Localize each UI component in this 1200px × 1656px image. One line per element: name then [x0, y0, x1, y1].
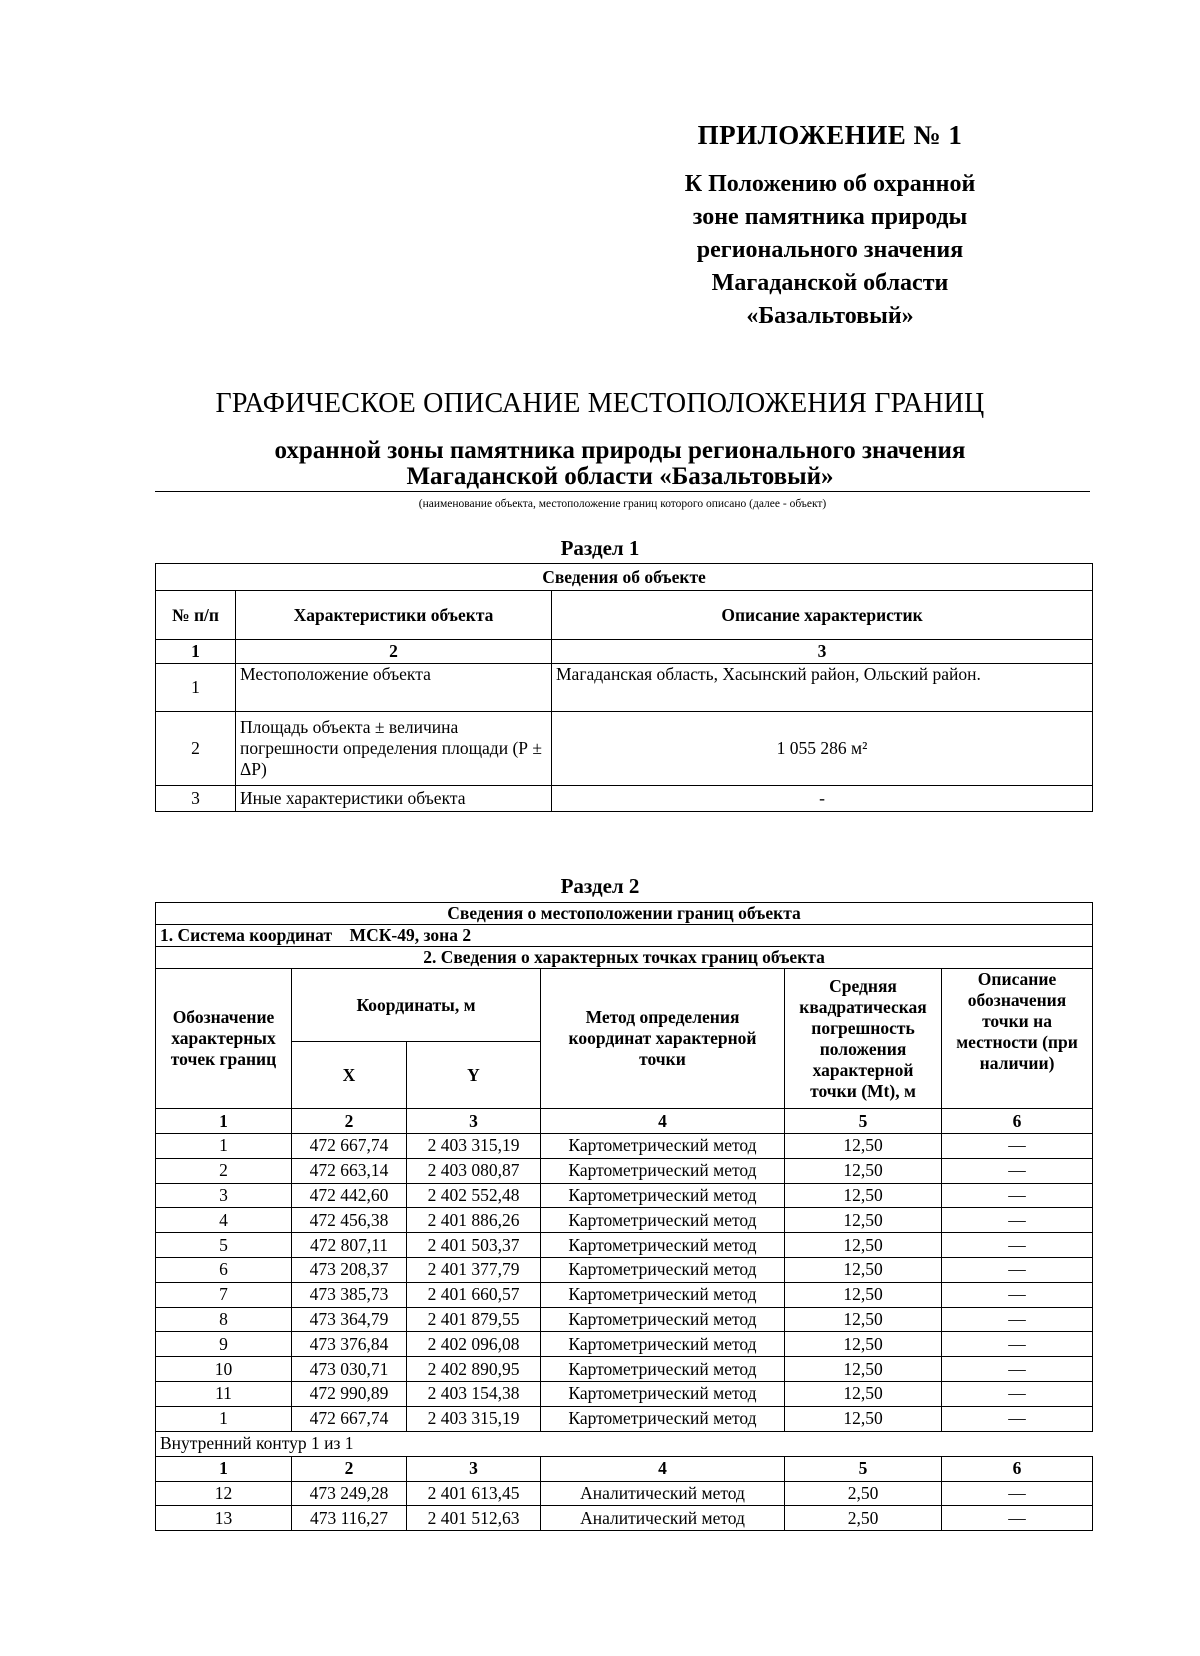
point-description: —: [942, 1406, 1093, 1431]
mt-error: 12,50: [785, 1134, 942, 1159]
coord-y: 2 401 377,79: [407, 1257, 541, 1282]
table-row: [156, 1158, 1093, 1183]
coord-x: 473 249,28: [292, 1481, 407, 1506]
coord-y: 2 401 886,26: [407, 1208, 541, 1233]
section1-heading: Раздел 1: [560, 536, 640, 560]
coord-x: 473 208,37: [292, 1257, 407, 1282]
point-description: —: [942, 1381, 1093, 1406]
coord-x: 473 376,84: [292, 1332, 407, 1357]
method: Картометрический метод: [541, 1332, 785, 1357]
appendix-line: регионального значения: [696, 237, 964, 263]
table-row: [156, 1332, 1093, 1357]
header-coords: Координаты, м: [292, 969, 541, 1042]
coord-x: 472 990,89: [292, 1381, 407, 1406]
boundary-points-table: [155, 902, 1093, 1531]
col-number: 2: [236, 640, 552, 664]
table-row: [156, 1282, 1093, 1307]
coord-x: 472 456,38: [292, 1208, 407, 1233]
point-description: —: [942, 1332, 1093, 1357]
point-id: 3: [156, 1183, 292, 1208]
object-name-note: (наименование объекта, местоположение границ которого описано (далее - объект): [418, 498, 827, 510]
appendix-subtitle: [600, 168, 1060, 333]
point-id: 9: [156, 1332, 292, 1357]
appendix-line: Магаданской области: [711, 270, 949, 296]
coord-y: 2 401 503,37: [407, 1233, 541, 1258]
point-id: 10: [156, 1357, 292, 1382]
coord-x: 473 116,27: [292, 1506, 407, 1531]
table-title: Сведения об объекте: [156, 564, 1093, 591]
mt-error: 12,50: [785, 1282, 942, 1307]
table-row: [156, 1134, 1093, 1159]
table-row: [156, 1481, 1093, 1506]
coord-y: 2 403 315,19: [407, 1134, 541, 1159]
section2-heading: Раздел 2: [560, 874, 640, 898]
table-row: [156, 1307, 1093, 1332]
method: Картометрический метод: [541, 1406, 785, 1431]
method: Картометрический метод: [541, 1307, 785, 1332]
coord-x: 472 667,74: [292, 1406, 407, 1431]
col-number: 4: [541, 1456, 785, 1481]
point-id: 1: [156, 1134, 292, 1159]
method: Аналитический метод: [541, 1481, 785, 1506]
object-name: [150, 438, 1090, 490]
point-description: —: [942, 1134, 1093, 1159]
coord-x: 473 385,73: [292, 1282, 407, 1307]
point-description: —: [942, 1506, 1093, 1531]
object-info-table: [155, 563, 1093, 812]
point-id: 8: [156, 1307, 292, 1332]
coord-y: 2 401 512,63: [407, 1506, 541, 1531]
mt-error: 12,50: [785, 1208, 942, 1233]
point-description: —: [942, 1481, 1093, 1506]
inner-contour-label: Внутренний контур 1 из 1: [156, 1431, 1093, 1456]
method: Картометрический метод: [541, 1158, 785, 1183]
point-id: 11: [156, 1381, 292, 1406]
mt-error: 2,50: [785, 1506, 942, 1531]
point-description: —: [942, 1357, 1093, 1382]
table-row: [156, 1381, 1093, 1406]
mt-error: 12,50: [785, 1183, 942, 1208]
col-number: 2: [292, 1109, 407, 1134]
coord-system: [156, 925, 1093, 947]
method: Картометрический метод: [541, 1183, 785, 1208]
col-number: 6: [942, 1456, 1093, 1481]
header-num: № п/п: [156, 591, 236, 640]
col-number: 5: [785, 1109, 942, 1134]
point-id: 4: [156, 1208, 292, 1233]
point-description: —: [942, 1307, 1093, 1332]
header-y: Y: [407, 1042, 541, 1109]
row-num: 2: [156, 712, 236, 786]
point-description: —: [942, 1208, 1093, 1233]
table-row: [156, 1357, 1093, 1382]
coord-system-value: МСК-49, зона 2: [349, 925, 472, 945]
table-row: [156, 712, 1093, 786]
point-description: —: [942, 1282, 1093, 1307]
col-number: 6: [942, 1109, 1093, 1134]
point-id: 6: [156, 1257, 292, 1282]
method: Картометрический метод: [541, 1208, 785, 1233]
coord-y: 2 402 890,95: [407, 1357, 541, 1382]
method: Аналитический метод: [541, 1506, 785, 1531]
object-name-underline: [155, 491, 1090, 492]
col-number: 1: [156, 1109, 292, 1134]
point-id: 5: [156, 1233, 292, 1258]
mt-error: 12,50: [785, 1332, 942, 1357]
coord-x: 473 364,79: [292, 1307, 407, 1332]
table-row: [156, 1506, 1093, 1531]
point-id: 7: [156, 1282, 292, 1307]
points-title: 2. Сведения о характерных точках границ объекта: [156, 947, 1093, 969]
coord-system-label: 1. Система координат: [160, 925, 333, 945]
table-row: [156, 1257, 1093, 1282]
point-description: —: [942, 1158, 1093, 1183]
mt-error: 12,50: [785, 1307, 942, 1332]
row-description: 1 055 286 м²: [552, 712, 1093, 786]
appendix-line: зоне памятника природы: [692, 204, 968, 230]
appendix-line: «Базальтовый»: [746, 303, 914, 329]
point-id: 1: [156, 1406, 292, 1431]
mt-error: 12,50: [785, 1233, 942, 1258]
row-characteristic: Площадь объекта ± величина погрешности определения площади (Р ± ΔР): [236, 712, 552, 786]
col-number: 3: [407, 1456, 541, 1481]
col-number: 5: [785, 1456, 942, 1481]
appendix-number: ПРИЛОЖЕНИЕ № 1: [697, 120, 963, 150]
row-characteristic: Иные характеристики объекта: [236, 786, 552, 812]
table-row: [156, 1183, 1093, 1208]
appendix-line: К Положению об охранной: [684, 171, 976, 197]
method: Картометрический метод: [541, 1134, 785, 1159]
coord-x: 472 663,14: [292, 1158, 407, 1183]
table-row: [156, 1233, 1093, 1258]
point-description: —: [942, 1257, 1093, 1282]
point-description: —: [942, 1183, 1093, 1208]
coord-y: 2 401 613,45: [407, 1481, 541, 1506]
coord-x: 472 807,11: [292, 1233, 407, 1258]
col-number: 3: [552, 640, 1093, 664]
header-error: Средняя квадратическая погрешность положения характерной точки (Mt), м: [785, 969, 942, 1109]
mt-error: 12,50: [785, 1406, 942, 1431]
object-name-line: Магаданской области «Базальтовый»: [406, 463, 834, 490]
point-description: —: [942, 1233, 1093, 1258]
coord-y: 2 401 660,57: [407, 1282, 541, 1307]
header-method: Метод определения координат характерной точки: [541, 969, 785, 1109]
coord-y: 2 401 879,55: [407, 1307, 541, 1332]
col-number: 1: [156, 640, 236, 664]
table-row: [156, 1208, 1093, 1233]
coord-x: 473 030,71: [292, 1357, 407, 1382]
header-characteristic: Характеристики объекта: [236, 591, 552, 640]
row-num: 1: [156, 664, 236, 712]
page-title: ГРАФИЧЕСКОЕ ОПИСАНИЕ МЕСТОПОЛОЖЕНИЯ ГРАНИЦ: [215, 388, 985, 419]
mt-error: 2,50: [785, 1481, 942, 1506]
coord-y: 2 402 552,48: [407, 1183, 541, 1208]
header-description: Описание обозначения точки на местности (при наличии): [942, 969, 1093, 1109]
row-num: 3: [156, 786, 236, 812]
method: Картометрический метод: [541, 1381, 785, 1406]
method: Картометрический метод: [541, 1282, 785, 1307]
coord-x: 472 667,74: [292, 1134, 407, 1159]
point-id: 2: [156, 1158, 292, 1183]
mt-error: 12,50: [785, 1381, 942, 1406]
header-description: Описание характеристик: [552, 591, 1093, 640]
point-id: 12: [156, 1481, 292, 1506]
row-characteristic: Местоположение объекта: [236, 664, 552, 712]
mt-error: 12,50: [785, 1357, 942, 1382]
header-x: X: [292, 1042, 407, 1109]
row-description: -: [552, 786, 1093, 812]
object-name-line: охранной зоны памятника природы регионального значения: [274, 437, 966, 464]
table-row: [156, 1406, 1093, 1431]
table-title: Сведения о местоположении границ объекта: [156, 903, 1093, 925]
method: Картометрический метод: [541, 1233, 785, 1258]
coord-y: 2 403 154,38: [407, 1381, 541, 1406]
mt-error: 12,50: [785, 1158, 942, 1183]
row-description: Магаданская область, Хасынский район, Ольский район.: [552, 664, 1093, 712]
col-number: 1: [156, 1456, 292, 1481]
col-number: 4: [541, 1109, 785, 1134]
method: Картометрический метод: [541, 1257, 785, 1282]
coord-y: 2 402 096,08: [407, 1332, 541, 1357]
coord-y: 2 403 080,87: [407, 1158, 541, 1183]
table-row: [156, 664, 1093, 712]
point-id: 13: [156, 1506, 292, 1531]
mt-error: 12,50: [785, 1257, 942, 1282]
coord-x: 472 442,60: [292, 1183, 407, 1208]
method: Картометрический метод: [541, 1357, 785, 1382]
table-row: [156, 786, 1093, 812]
coord-y: 2 403 315,19: [407, 1406, 541, 1431]
col-number: 3: [407, 1109, 541, 1134]
col-number: 2: [292, 1456, 407, 1481]
header-designation: Обозначение характерных точек границ: [156, 969, 292, 1109]
